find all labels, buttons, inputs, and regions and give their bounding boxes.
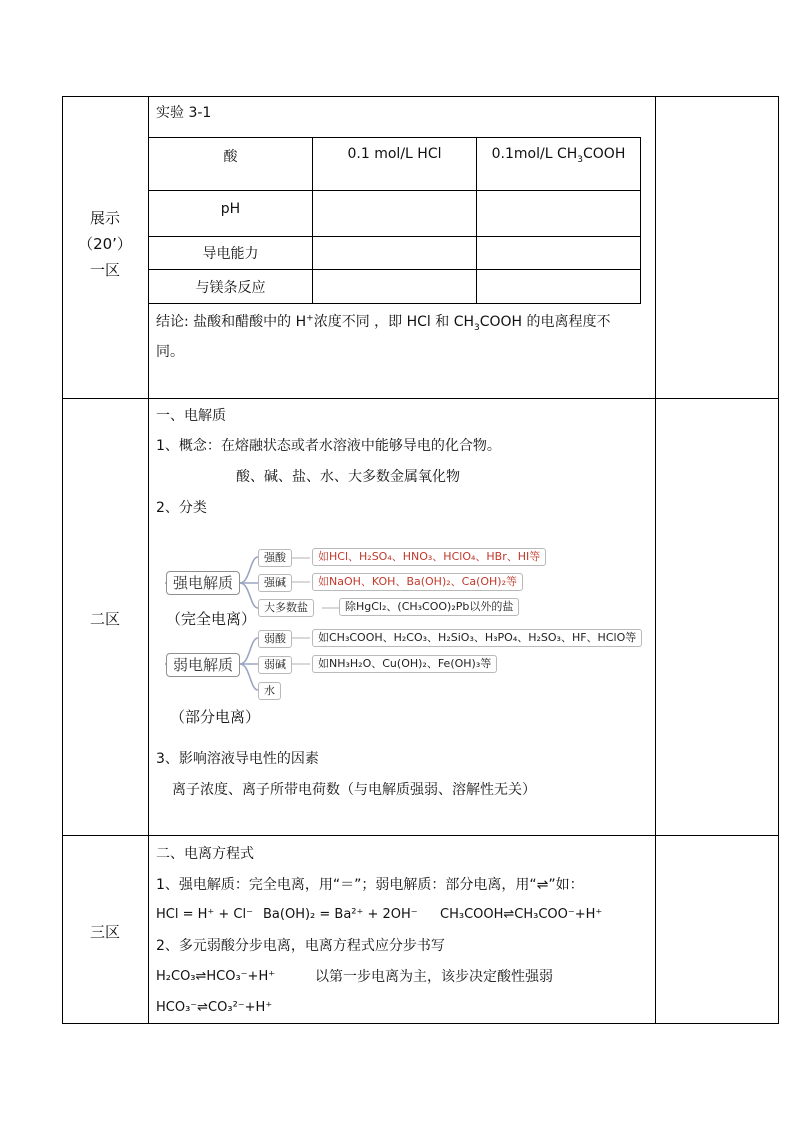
conclusion-line1 <box>156 313 611 331</box>
equation-h2co3: H₂CO₃⇌HCO₃⁻+H⁺ <box>156 969 276 984</box>
weak-acid-items: 如CH₃COOH、H₂CO₃、H₂SiO₃、H₃PO₄、H₂SO₃、HF、HClO等 <box>312 629 642 647</box>
electrolyte-heading: 一、电解质 <box>156 408 226 424</box>
zone3-label: 三区 <box>89 923 120 941</box>
conclusion-part-b: 浓度不同 ，即 HCl 和 CH <box>313 314 474 330</box>
conclusion-sub: 3 <box>474 322 480 333</box>
zone-divider-2 <box>62 835 779 836</box>
inner-table-right <box>640 137 641 304</box>
zone1-label-line3: 一区 <box>89 261 120 279</box>
inner-table-row2 <box>148 236 640 237</box>
inner-table-row3 <box>148 269 640 270</box>
inner-table-bottom <box>148 303 640 304</box>
table-header-ch3cooh-sub: 3 <box>577 154 584 165</box>
table-row-ph: pH <box>220 201 241 217</box>
conclusion-part-a: 结论: 盐酸和醋酸中的 H <box>156 314 307 330</box>
column-divider-2 <box>655 96 656 1024</box>
table-row-conductivity: 导电能力 <box>202 246 259 262</box>
weak-base-items: 如NH₃H₂O、Cu(OH)₂、Fe(OH)₃等 <box>312 655 497 673</box>
strong-base-label: 强碱 <box>258 574 292 592</box>
outer-bottom-border <box>62 1023 779 1024</box>
table-header-ch3cooh-suffix: COOH <box>583 146 626 162</box>
strong-acid-items: 如HCl、H₂SO₄、HNO₃、HClO₄、HBr、HI等 <box>312 548 546 566</box>
equation-ch3cooh: CH₃COOH⇌CH₃COO⁻+H⁺ <box>440 907 603 922</box>
table-header-ch3cooh <box>477 146 640 165</box>
weak-acid-label: 弱酸 <box>258 630 292 648</box>
zone1-label <box>63 205 147 283</box>
conductivity-factors-title: 3、影响溶液导电性的因素 <box>156 751 319 767</box>
conclusion-sup: + <box>306 313 314 324</box>
inner-table-col1 <box>312 137 313 304</box>
salt-items: 除HgCl₂、(CH₃COO)₂Pb以外的盐 <box>339 598 519 616</box>
weak-electrolyte-note: （部分电离） <box>170 708 261 726</box>
weak-base-label: 弱碱 <box>258 656 292 674</box>
inner-table-top <box>148 137 640 138</box>
strong-electrolyte-node: 强电解质 <box>166 571 240 595</box>
concept-examples: 酸、碱、盐、水、大多数金属氧化物 <box>236 469 460 485</box>
experiment-title: 实验 3-1 <box>156 105 212 121</box>
inner-table-row1 <box>148 190 640 191</box>
table-row-magnesium: 与镁条反应 <box>195 280 266 296</box>
zone1-label-line2: （20’） <box>78 235 132 253</box>
ionization-rule-1: 1、强电解质：完全电离，用“＝”；弱电解质：部分电离，用“⇌”如： <box>156 877 584 893</box>
equation-hco3: HCO₃⁻⇌CO₃²⁻+H⁺ <box>156 1000 273 1015</box>
table-header-hcl: 0.1 mol/L HCl <box>347 146 442 162</box>
zone1-label-line1: 展示 <box>89 209 120 227</box>
water-label: 水 <box>258 682 281 700</box>
conclusion-part-c: COOH 的电离程度不 <box>479 314 611 330</box>
strong-electrolyte-note: （完全电离） <box>166 610 257 628</box>
outer-right-border <box>778 96 779 1024</box>
strong-base-items: 如NaOH、KOH、Ba(OH)₂、Ca(OH)₂等 <box>312 573 523 591</box>
zone2-label: 二区 <box>89 610 120 628</box>
table-header-acid: 酸 <box>223 149 238 165</box>
inner-table-col2 <box>476 137 477 304</box>
weak-electrolyte-node: 弱电解质 <box>166 653 240 677</box>
concept-text: 1、概念：在熔融状态或者水溶液中能够导电的化合物。 <box>156 438 501 454</box>
zone-divider-1 <box>62 398 779 399</box>
strong-acid-label: 强酸 <box>258 549 292 567</box>
classification-title: 2、分类 <box>156 500 207 516</box>
ionization-rule-2: 2、多元弱酸分步电离，电离方程式应分步书写 <box>156 938 445 954</box>
outer-top-border <box>62 96 779 97</box>
table-header-ch3cooh-prefix: 0.1mol/L CH <box>491 146 578 162</box>
equation-baoh2: Ba(OH)₂ = Ba²⁺ + 2OH⁻ <box>263 907 418 922</box>
conclusion-line2: 同。 <box>156 344 184 360</box>
equation-hcl: HCl = H⁺ + Cl⁻ <box>156 907 253 922</box>
salt-label: 大多数盐 <box>258 599 314 617</box>
equation-h2co3-note: 以第一步电离为主，该步决定酸性强弱 <box>315 969 553 985</box>
ionization-heading: 二、电离方程式 <box>156 846 254 862</box>
conductivity-factors-text: 离子浓度、离子所带电荷数（与电解质强弱、溶解性无关） <box>172 782 536 798</box>
